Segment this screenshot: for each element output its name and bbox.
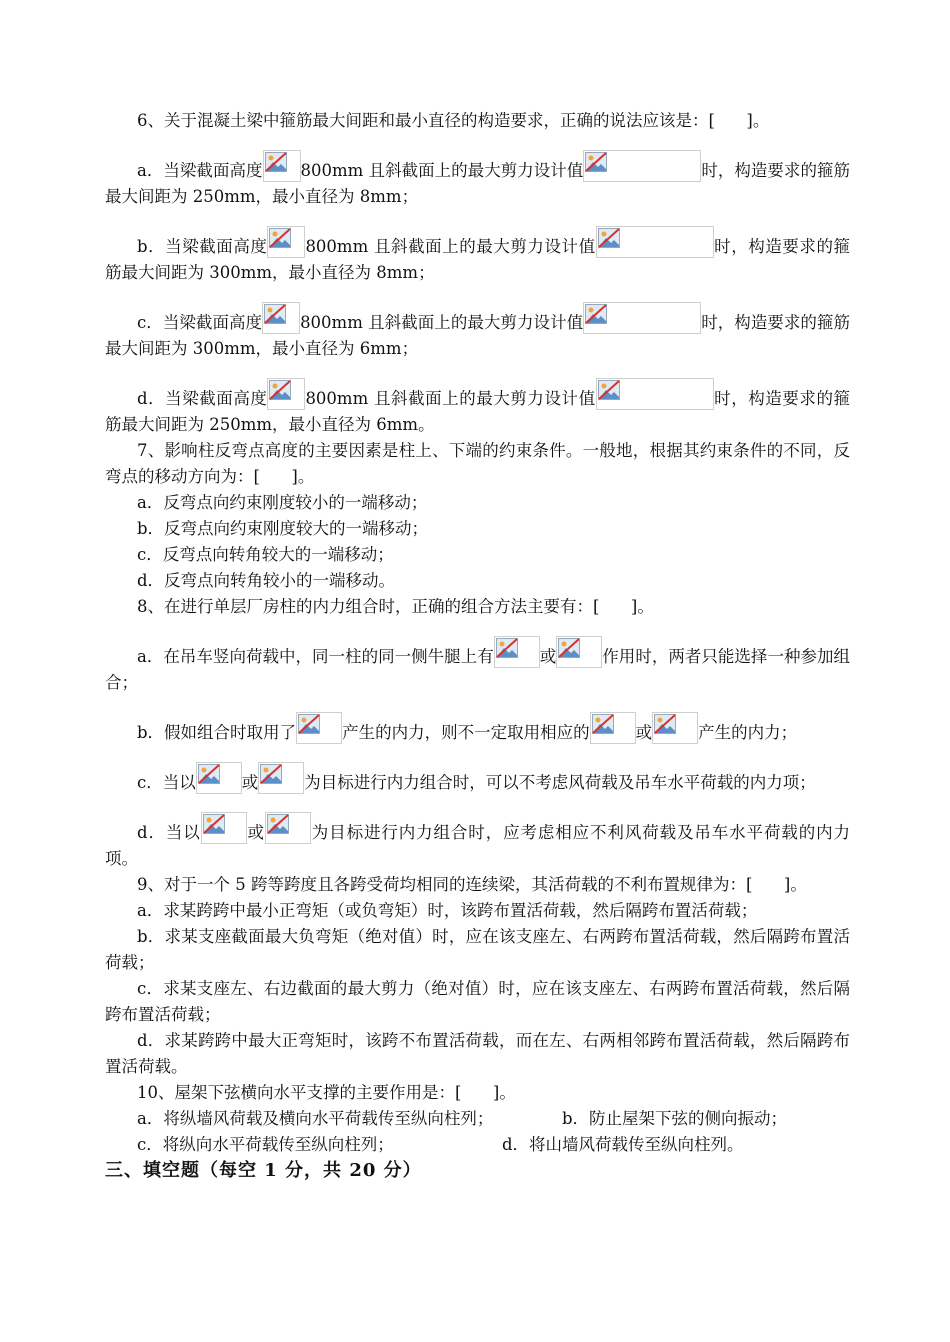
q10-option-d: d．将山墙风荷载传至纵向柱列。 <box>502 1135 744 1154</box>
q9-option-d: d．求某跨跨中最大正弯矩时，该跨不布置活荷载，而在左、右两相邻跨布置活荷载，然后隔跨布置活荷载。 <box>105 1031 850 1076</box>
q9-option-b: b．求某支座截面最大负弯矩（绝对值）时，应在该支座左、右两跨布置活荷载，然后隔跨布置活荷载； <box>105 927 850 972</box>
section-heading: 三、填空题（每空 1 分，共 20 分） <box>105 1160 422 1181</box>
q8-option-a: a．在吊车竖向荷载中，同一柱的同一侧牛腿上有 或 作用时，两者只能选择一种参加组合； <box>105 636 850 696</box>
q10-options-cd <box>105 1132 850 1158</box>
broken-image-icon <box>296 712 342 744</box>
q6-stem: 6、关于混凝土梁中箍筋最大间距和最小直径的构造要求，正确的说法应该是：[ ]。 <box>137 111 770 130</box>
broken-image-icon <box>652 712 698 744</box>
broken-image-icon <box>267 226 305 258</box>
broken-image-icon <box>596 378 714 410</box>
q10-stem: 10、屋架下弦横向水平支撑的主要作用是：[ ]。 <box>137 1083 516 1102</box>
broken-image-icon <box>596 226 714 258</box>
broken-image-icon <box>201 812 247 844</box>
q7-option-c: c．反弯点向转角较大的一端移动； <box>137 545 394 564</box>
broken-image-icon <box>556 636 602 668</box>
broken-image-icon <box>258 762 304 794</box>
q6-option-c: c．当梁截面高度 800mm 且斜截面上的最大剪力设计值 时，构造要求的箍筋最大间距为 300mm，最小直径为 6mm； <box>105 302 850 362</box>
broken-image-icon <box>583 150 701 182</box>
q9-option-c: c．求某支座左、右边截面的最大剪力（绝对值）时，应在该支座左、右两跨布置活荷载，然后隔跨布置活荷载； <box>105 979 850 1024</box>
q7-stem: 7、影响柱反弯点高度的主要因素是柱上、下端的约束条件。一般地，根据其约束条件的不同，反弯点的移动方向为：[ ]。 <box>105 441 850 486</box>
broken-image-icon <box>262 302 300 334</box>
q10-option-a: a．将纵墙风荷载及横向水平荷载传至纵向柱列； <box>137 1109 494 1128</box>
q6-option-a: a．当梁截面高度 800mm 且斜截面上的最大剪力设计值 时，构造要求的箍筋最大间距为 250mm，最小直径为 8mm； <box>105 150 850 210</box>
broken-image-icon <box>267 378 305 410</box>
q9-option-a: a．求某跨跨中最小正弯矩（或负弯矩）时，该跨布置活荷载，然后隔跨布置活荷载； <box>137 901 758 920</box>
document-page <box>105 108 850 1184</box>
broken-image-icon <box>265 812 311 844</box>
broken-image-icon <box>263 150 301 182</box>
q8-option-c: c．当以 或 为目标进行内力组合时，可以不考虑风荷载及吊车水平荷载的内力项； <box>105 762 850 796</box>
q7-option-d: d．反弯点向转角较小的一端移动。 <box>137 571 396 590</box>
q7-option-a: a．反弯点向约束刚度较小的一端移动； <box>137 493 428 512</box>
broken-image-icon <box>196 762 242 794</box>
q10-options-ab <box>105 1106 850 1132</box>
q7-option-b: b．反弯点向约束刚度较大的一端移动； <box>137 519 429 538</box>
q8-stem: 8、在进行单层厂房柱的内力组合时，正确的组合方法主要有：[ ]。 <box>137 597 654 616</box>
q8-option-d: d．当以 或 为目标进行内力组合时，应考虑相应不利风荷载及吊车水平荷载的内力项。 <box>105 812 850 872</box>
broken-image-icon <box>583 302 701 334</box>
q9-stem: 9、对于一个 5 跨等跨度且各跨受荷均相同的连续梁，其活荷载的不利布置规律为：[ ]。 <box>137 875 807 894</box>
q8-option-b: b．假如组合时取用了 产生的内力，则不一定取用相应的 或 产生的内力； <box>105 712 850 746</box>
broken-image-icon <box>590 712 636 744</box>
q10-option-b: b．防止屋架下弦的侧向振动； <box>562 1109 788 1128</box>
broken-image-icon <box>494 636 540 668</box>
q10-option-c: c．将纵向水平荷载传至纵向柱列； <box>137 1135 394 1154</box>
q6-option-b: b．当梁截面高度 800mm 且斜截面上的最大剪力设计值 时，构造要求的箍筋最大间距为 300mm，最小直径为 8mm； <box>105 226 850 286</box>
q6-option-d: d．当梁截面高度 800mm 且斜截面上的最大剪力设计值 时，构造要求的箍筋最大间距为 250mm，最小直径为 6mm。 <box>105 378 850 438</box>
